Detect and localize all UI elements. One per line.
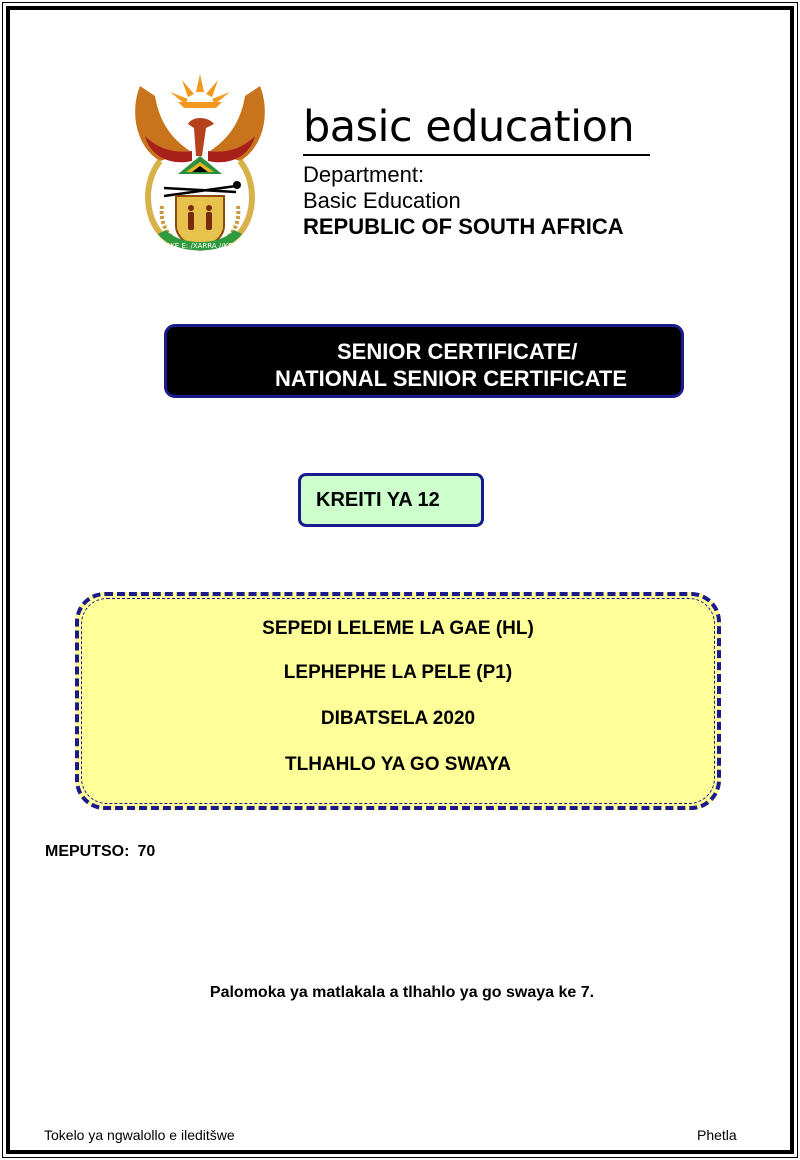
marks-label: MEPUTSO: xyxy=(45,843,130,860)
subject-box xyxy=(75,592,721,810)
department-name: Basic Education xyxy=(303,188,461,213)
certificate-line-1: SENIOR CERTIFICATE/ xyxy=(337,339,578,364)
country-name: REPUBLIC OF SOUTH AFRICA xyxy=(303,214,624,239)
page-count-note: Palomoka ya matlakala a tlhahlo ya go swaya ke 7. xyxy=(209,984,595,1001)
department-branding xyxy=(303,98,653,240)
subject-type: TLHAHLO YA GO SWAYA xyxy=(285,754,511,775)
grade-badge: KREITI YA 12 xyxy=(298,473,484,527)
turn-over-note: Phetla xyxy=(697,1127,737,1143)
certificate-line-2: NATIONAL SENIOR CERTIFICATE xyxy=(275,366,627,391)
certificate-banner xyxy=(164,324,684,398)
copyright-notice: Tokelo ya ngwalollo e ileditšwe xyxy=(44,1127,235,1143)
department-label: Department: xyxy=(303,162,425,187)
subject-date: DIBATSELA 2020 xyxy=(320,708,476,729)
subject-paper: LEPHEPHE LA PELE (P1) xyxy=(283,662,513,683)
marks-value: 70 xyxy=(137,843,156,860)
marks xyxy=(45,842,155,862)
subject-language: SEPEDI LELEME LA GAE (HL) xyxy=(262,618,534,639)
svg-text:!KE E: /XARRA //KE: !KE E: /XARRA //KE xyxy=(167,242,233,250)
brand-title: basic education xyxy=(303,102,635,152)
coat-of-arms-icon xyxy=(130,66,270,256)
